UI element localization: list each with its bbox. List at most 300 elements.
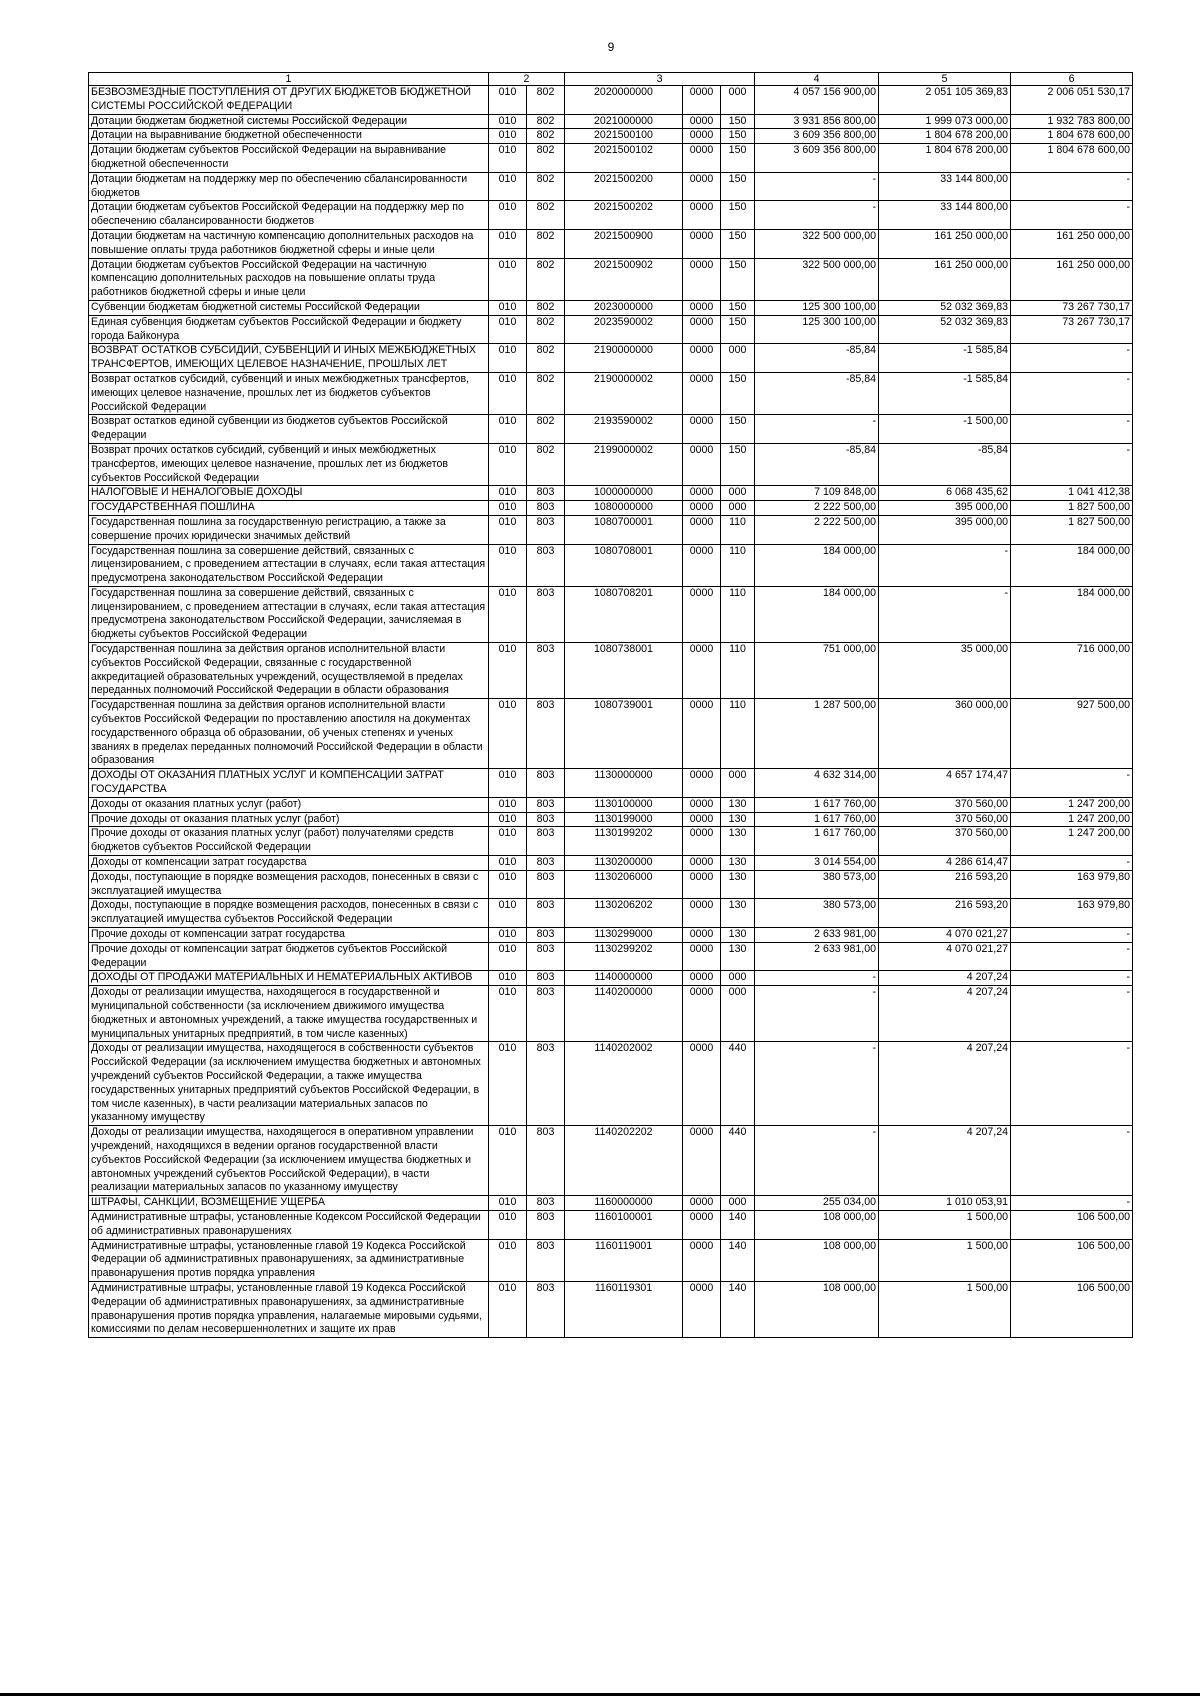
table-row [89,1042,1133,1126]
code-kosgu: 150 [721,372,755,414]
page-number: 9 [607,40,615,54]
code-subtype: 0000 [683,1126,721,1196]
value-col5: 370 560,00 [879,827,1011,856]
value-col6: - [1011,1196,1133,1211]
value-col6: - [1011,769,1133,798]
table-row [89,443,1133,485]
code-chapter: 803 [527,928,565,943]
value-col5: 360 000,00 [879,699,1011,769]
row-name: Государственная пошлина за действия органов исполнительной власти субъектов Российской Федерации по проставлению апостиля на документах государственного образца об образовании, об ученых степенях и ученых званиях в пределах переданных полномочий Российской Федерации в области образования [89,699,489,769]
value-col5: 1 500,00 [879,1281,1011,1337]
value-col4: 1 617 760,00 [755,827,879,856]
code-chapter: 803 [527,1239,565,1281]
value-col6: 1 247 200,00 [1011,827,1133,856]
value-col6: - [1011,372,1133,414]
code-income: 2021500902 [565,258,683,300]
code-chapter: 803 [527,586,565,642]
table-row [89,501,1133,516]
table-row [89,544,1133,586]
value-col4: 3 609 356 800,00 [755,144,879,173]
value-col6: - [1011,201,1133,230]
table-row [89,643,1133,699]
value-col5: 1 804 678 200,00 [879,129,1011,144]
code-kosgu: 110 [721,643,755,699]
table-row [89,1126,1133,1196]
table-row [89,258,1133,300]
value-col4: 1 617 760,00 [755,797,879,812]
code-kosgu: 130 [721,899,755,928]
value-col4: 2 633 981,00 [755,928,879,943]
code-subtype: 0000 [683,229,721,258]
row-name: Доходы от реализации имущества, находящегося в государственной и муниципальной собственности (за исключением движимого имущества бюджетных и автономных учреждений, а также имущества государственных и муниципальных унитарных предприятий, в том числе казенных) [89,986,489,1042]
code-chapter: 802 [527,201,565,230]
row-name: ШТРАФЫ, САНКЦИИ, ВОЗМЕЩЕНИЕ УЩЕРБА [89,1196,489,1211]
value-col6: 1 827 500,00 [1011,501,1133,516]
value-col4: -85,84 [755,344,879,373]
code-kosgu: 140 [721,1281,755,1337]
code-admin: 010 [489,856,527,871]
code-admin: 010 [489,797,527,812]
value-col5: 4 286 614,47 [879,856,1011,871]
value-col5: -1 500,00 [879,415,1011,444]
code-chapter: 803 [527,942,565,971]
row-name: Доходы от реализации имущества, находящегося в оперативном управлении учреждений, находящихся в ведении органов государственной власти субъектов Российской Федерации (за исключением имущества бюджетных и автономных учреждений субъектов Российской Федерации), в части реализации материальных запасов по указанному имуществу [89,1126,489,1196]
value-col5: -85,84 [879,443,1011,485]
value-col4: 184 000,00 [755,544,879,586]
code-chapter: 803 [527,699,565,769]
value-col4: 2 633 981,00 [755,942,879,971]
value-col4: 2 222 500,00 [755,501,879,516]
code-subtype: 0000 [683,797,721,812]
table-row [89,1239,1133,1281]
code-income: 2199000002 [565,443,683,485]
row-name: Доходы, поступающие в порядке возмещения расходов, понесенных в связи с эксплуатацией имущества [89,870,489,899]
value-col6: 163 979,80 [1011,870,1133,899]
code-subtype: 0000 [683,986,721,1042]
value-col4: 3 014 554,00 [755,856,879,871]
value-col6: - [1011,986,1133,1042]
row-name: Доходы от реализации имущества, находящегося в собственности субъектов Российской Федерации (за исключением имущества бюджетных и автономных учреждений субъектов Российской Федерации, а также имущества государственных унитарных предприятий субъектов Российской Федерации, в том числе казенных), в части реализации материальных запасов по указанному имуществу [89,1042,489,1126]
code-chapter: 802 [527,129,565,144]
code-admin: 010 [489,769,527,798]
code-admin: 010 [489,971,527,986]
code-subtype: 0000 [683,144,721,173]
value-col5: 4 207,24 [879,1126,1011,1196]
code-subtype: 0000 [683,643,721,699]
code-subtype: 0000 [683,372,721,414]
row-name: Государственная пошлина за действия органов исполнительной власти субъектов Российской Федерации, связанные с государственной аккредитацией образовательных учреждений, осуществляемой в пределах переданных полномочий Российской Федерации в области образования [89,643,489,699]
value-col5: -1 585,84 [879,372,1011,414]
code-chapter: 803 [527,797,565,812]
code-admin: 010 [489,643,527,699]
value-col6: 106 500,00 [1011,1281,1133,1337]
code-income: 1140000000 [565,971,683,986]
code-kosgu: 130 [721,797,755,812]
value-col5: 216 593,20 [879,870,1011,899]
code-subtype: 0000 [683,86,721,115]
code-subtype: 0000 [683,699,721,769]
code-subtype: 0000 [683,1210,721,1239]
code-kosgu: 000 [721,486,755,501]
value-col6: - [1011,443,1133,485]
row-name: Административные штрафы, установленные Кодексом Российской Федерации об административных правонарушениях [89,1210,489,1239]
value-col6: 73 267 730,17 [1011,315,1133,344]
table-row [89,942,1133,971]
code-income: 1080708001 [565,544,683,586]
table-row [89,172,1133,201]
value-col6: - [1011,856,1133,871]
table-row [89,486,1133,501]
code-chapter: 802 [527,114,565,129]
table-row [89,586,1133,642]
row-name: Дотации бюджетам на частичную компенсацию дополнительных расходов на повышение оплаты труда работников бюджетной сферы и иные цели [89,229,489,258]
code-chapter: 803 [527,1196,565,1211]
code-admin: 010 [489,827,527,856]
code-subtype: 0000 [683,486,721,501]
row-name: БЕЗВОЗМЕЗДНЫЕ ПОСТУПЛЕНИЯ ОТ ДРУГИХ БЮДЖЕТОВ БЮДЖЕТНОЙ СИСТЕМЫ РОССИЙСКОЙ ФЕДЕРАЦИИ [89,86,489,115]
code-income: 2190000000 [565,344,683,373]
code-kosgu: 110 [721,586,755,642]
code-kosgu: 150 [721,443,755,485]
code-income: 2021000000 [565,114,683,129]
value-col4: 4 632 314,00 [755,769,879,798]
code-chapter: 803 [527,870,565,899]
value-col5: 1 500,00 [879,1239,1011,1281]
value-col5: 1 010 053,91 [879,1196,1011,1211]
code-subtype: 0000 [683,870,721,899]
value-col5: - [879,586,1011,642]
code-admin: 010 [489,942,527,971]
code-chapter: 803 [527,899,565,928]
value-col5: 1 999 073 000,00 [879,114,1011,129]
table-row [89,144,1133,173]
code-admin: 010 [489,1126,527,1196]
value-col4: 184 000,00 [755,586,879,642]
header-cell: 6 [1011,73,1133,86]
table-row [89,201,1133,230]
code-chapter: 803 [527,1281,565,1337]
code-subtype: 0000 [683,1239,721,1281]
code-kosgu: 150 [721,300,755,315]
table-row [89,827,1133,856]
value-col6: - [1011,172,1133,201]
code-income: 2021500102 [565,144,683,173]
row-name: Субвенции бюджетам бюджетной системы Российской Федерации [89,300,489,315]
header-cell: 1 [89,73,489,86]
code-chapter: 803 [527,515,565,544]
code-subtype: 0000 [683,501,721,516]
code-chapter: 802 [527,229,565,258]
table-row [89,971,1133,986]
code-income: 2023590002 [565,315,683,344]
code-admin: 010 [489,300,527,315]
code-income: 2021500200 [565,172,683,201]
code-chapter: 803 [527,971,565,986]
code-chapter: 803 [527,544,565,586]
code-chapter: 802 [527,443,565,485]
code-income: 1080000000 [565,501,683,516]
value-col5: 4 070 021,27 [879,942,1011,971]
code-income: 2193590002 [565,415,683,444]
value-col4: 4 057 156 900,00 [755,86,879,115]
code-income: 1080738001 [565,643,683,699]
code-admin: 010 [489,515,527,544]
code-subtype: 0000 [683,515,721,544]
table-row [89,415,1133,444]
value-col6: - [1011,942,1133,971]
value-col4: - [755,1042,879,1126]
code-income: 1130206202 [565,899,683,928]
code-kosgu: 000 [721,1196,755,1211]
value-col5: 35 000,00 [879,643,1011,699]
value-col4: 125 300 100,00 [755,300,879,315]
code-admin: 010 [489,229,527,258]
row-name: Государственная пошлина за совершение действий, связанных с лицензированием, с проведением аттестации в случаях, если такая аттестация предусмотрена законодательством Российской Федерации [89,544,489,586]
value-col5: 216 593,20 [879,899,1011,928]
code-income: 1130299202 [565,942,683,971]
row-name: Прочие доходы от оказания платных услуг (работ) получателями средств бюджетов субъектов Российской Федерации [89,827,489,856]
table-row [89,899,1133,928]
code-kosgu: 150 [721,415,755,444]
code-subtype: 0000 [683,201,721,230]
code-kosgu: 150 [721,315,755,344]
value-col5: 370 560,00 [879,797,1011,812]
row-name: Административные штрафы, установленные главой 19 Кодекса Российской Федерации об административных правонарушениях, за административные правонарушения против порядка управления, налагаемые мировыми судьями, комиссиями по делам несовершеннолетних и защите их прав [89,1281,489,1337]
value-col6: - [1011,1042,1133,1126]
code-chapter: 803 [527,486,565,501]
code-kosgu: 110 [721,699,755,769]
table-row [89,699,1133,769]
code-admin: 010 [489,812,527,827]
value-col5: 4 070 021,27 [879,928,1011,943]
table-row [89,1210,1133,1239]
code-admin: 010 [489,144,527,173]
header-cell: 2 [489,73,565,86]
code-subtype: 0000 [683,1196,721,1211]
row-name: Возврат остатков единой субвенции из бюджетов субъектов Российской Федерации [89,415,489,444]
code-chapter: 803 [527,812,565,827]
code-income: 1130100000 [565,797,683,812]
row-name: Прочие доходы от оказания платных услуг (работ) [89,812,489,827]
value-col4: -85,84 [755,443,879,485]
header-cell: 4 [755,73,879,86]
code-kosgu: 130 [721,856,755,871]
table-row [89,300,1133,315]
value-col4: 7 109 848,00 [755,486,879,501]
value-col6: 1 804 678 600,00 [1011,129,1133,144]
value-col6: 1 247 200,00 [1011,797,1133,812]
value-col6: 163 979,80 [1011,899,1133,928]
value-col4: 322 500 000,00 [755,229,879,258]
code-subtype: 0000 [683,942,721,971]
code-chapter: 803 [527,1042,565,1126]
code-chapter: 803 [527,643,565,699]
value-col4: 108 000,00 [755,1239,879,1281]
value-col5: 52 032 369,83 [879,315,1011,344]
value-col5: 395 000,00 [879,501,1011,516]
table-row [89,1196,1133,1211]
row-name: ВОЗВРАТ ОСТАТКОВ СУБСИДИЙ, СУБВЕНЦИЙ И ИНЫХ МЕЖБЮДЖЕТНЫХ ТРАНСФЕРТОВ, ИМЕЮЩИХ ЦЕЛЕВОЕ НАЗНАЧЕНИЕ, ПРОШЛЫХ ЛЕТ [89,344,489,373]
value-col4: 125 300 100,00 [755,315,879,344]
code-kosgu: 130 [721,928,755,943]
code-income: 1130000000 [565,769,683,798]
value-col5: 1 804 678 200,00 [879,144,1011,173]
code-subtype: 0000 [683,315,721,344]
code-admin: 010 [489,344,527,373]
code-admin: 010 [489,1042,527,1126]
row-name: ДОХОДЫ ОТ ПРОДАЖИ МАТЕРИАЛЬНЫХ И НЕМАТЕРИАЛЬНЫХ АКТИВОВ [89,971,489,986]
code-subtype: 0000 [683,928,721,943]
code-admin: 010 [489,372,527,414]
code-income: 1140202002 [565,1042,683,1126]
value-col6: 106 500,00 [1011,1210,1133,1239]
code-admin: 010 [489,501,527,516]
value-col6: 1 804 678 600,00 [1011,144,1133,173]
value-col4: - [755,1126,879,1196]
code-subtype: 0000 [683,769,721,798]
row-name: Дотации бюджетам бюджетной системы Российской Федерации [89,114,489,129]
table-row [89,986,1133,1042]
table-row [89,769,1133,798]
code-chapter: 803 [527,986,565,1042]
code-subtype: 0000 [683,899,721,928]
code-chapter: 802 [527,144,565,173]
code-kosgu: 110 [721,544,755,586]
table-row [89,1281,1133,1337]
code-kosgu: 130 [721,827,755,856]
code-admin: 010 [489,201,527,230]
row-name: Дотации на выравнивание бюджетной обеспеченности [89,129,489,144]
value-col5: - [879,544,1011,586]
header-cell: 5 [879,73,1011,86]
row-name: Государственная пошлина за совершение действий, связанных с лицензированием, с проведением аттестации в случаях, если такая аттестация предусмотрена законодательством Российской Федерации, зачисляемая в бюджеты субъектов Российской Федерации [89,586,489,642]
value-col5: 1 500,00 [879,1210,1011,1239]
code-chapter: 803 [527,856,565,871]
code-chapter: 802 [527,258,565,300]
value-col4: 751 000,00 [755,643,879,699]
code-subtype: 0000 [683,971,721,986]
value-col5: 161 250 000,00 [879,229,1011,258]
code-income: 1130206000 [565,870,683,899]
table-row [89,372,1133,414]
value-col6: - [1011,344,1133,373]
code-subtype: 0000 [683,443,721,485]
value-col6: - [1011,415,1133,444]
value-col4: 1 617 760,00 [755,812,879,827]
code-chapter: 802 [527,172,565,201]
code-income: 2023000000 [565,300,683,315]
code-kosgu: 140 [721,1210,755,1239]
code-kosgu: 440 [721,1126,755,1196]
code-admin: 010 [489,1196,527,1211]
code-income: 1160119301 [565,1281,683,1337]
code-subtype: 0000 [683,114,721,129]
code-income: 1080708201 [565,586,683,642]
row-name: ГОСУДАРСТВЕННАЯ ПОШЛИНА [89,501,489,516]
code-subtype: 0000 [683,415,721,444]
table-row [89,797,1133,812]
value-col5: 161 250 000,00 [879,258,1011,300]
table-row [89,86,1133,115]
table-row [89,870,1133,899]
code-income: 2020000000 [565,86,683,115]
value-col4: 3 609 356 800,00 [755,129,879,144]
code-subtype: 0000 [683,1281,721,1337]
value-col4: 1 287 500,00 [755,699,879,769]
table-row [89,229,1133,258]
code-kosgu: 000 [721,86,755,115]
code-subtype: 0000 [683,300,721,315]
value-col5: 4 207,24 [879,1042,1011,1126]
value-col6: - [1011,971,1133,986]
code-kosgu: 150 [721,172,755,201]
code-subtype: 0000 [683,1042,721,1126]
code-admin: 010 [489,586,527,642]
value-col4: - [755,201,879,230]
code-kosgu: 000 [721,986,755,1042]
value-col5: 33 144 800,00 [879,201,1011,230]
code-kosgu: 000 [721,769,755,798]
code-subtype: 0000 [683,586,721,642]
code-kosgu: 440 [721,1042,755,1126]
row-name: Возврат остатков субсидий, субвенций и иных межбюджетных трансфертов, имеющих целевое назначение, прошлых лет из бюджетов субъектов Российской Федерации [89,372,489,414]
value-col4: - [755,172,879,201]
row-name: Единая субвенция бюджетам субъектов Российской Федерации и бюджету города Байконура [89,315,489,344]
code-admin: 010 [489,129,527,144]
code-subtype: 0000 [683,172,721,201]
code-chapter: 803 [527,827,565,856]
code-income: 2021500900 [565,229,683,258]
table-row [89,856,1133,871]
code-admin: 010 [489,870,527,899]
code-income: 1080700001 [565,515,683,544]
row-name: Дотации бюджетам субъектов Российской Федерации на частичную компенсацию дополнительных расходов на повышение оплаты труда работников бюджетной сферы и иные цели [89,258,489,300]
code-chapter: 802 [527,372,565,414]
code-admin: 010 [489,1239,527,1281]
row-name: Государственная пошлина за государственную регистрацию, а также за совершение прочих юридически значимых действий [89,515,489,544]
code-admin: 010 [489,86,527,115]
value-col6: 73 267 730,17 [1011,300,1133,315]
value-col6: 1 041 412,38 [1011,486,1133,501]
row-name: Административные штрафы, установленные главой 19 Кодекса Российской Федерации об административных правонарушениях, за административные правонарушения против порядка управления [89,1239,489,1281]
value-col4: 255 034,00 [755,1196,879,1211]
code-admin: 010 [489,114,527,129]
row-name: Доходы, поступающие в порядке возмещения расходов, понесенных в связи с эксплуатацией имущества субъектов Российской Федерации [89,899,489,928]
value-col4: 380 573,00 [755,870,879,899]
row-name: Возврат прочих остатков субсидий, субвенций и иных межбюджетных трансфертов, имеющих целевое назначение, прошлых лет из бюджетов субъектов Российской Федерации [89,443,489,485]
value-col6: 106 500,00 [1011,1239,1133,1281]
code-admin: 010 [489,899,527,928]
value-col6: - [1011,1126,1133,1196]
code-admin: 010 [489,315,527,344]
code-kosgu: 150 [721,201,755,230]
code-admin: 010 [489,1210,527,1239]
code-kosgu: 140 [721,1239,755,1281]
code-chapter: 803 [527,1126,565,1196]
code-kosgu: 130 [721,870,755,899]
value-col4: - [755,971,879,986]
code-admin: 010 [489,258,527,300]
table-row [89,344,1133,373]
code-admin: 010 [489,699,527,769]
code-admin: 010 [489,443,527,485]
code-kosgu: 000 [721,971,755,986]
code-kosgu: 130 [721,812,755,827]
code-chapter: 802 [527,344,565,373]
code-admin: 010 [489,172,527,201]
table-row [89,315,1133,344]
code-kosgu: 000 [721,344,755,373]
